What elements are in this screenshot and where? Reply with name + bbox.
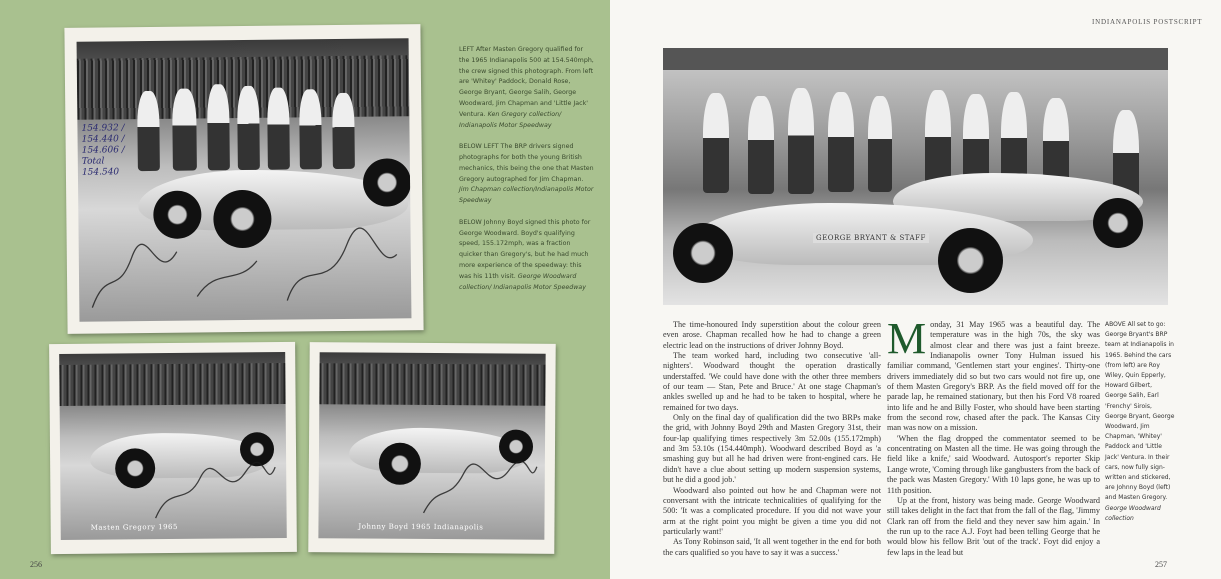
photo-signed-crew xyxy=(64,24,423,334)
signature-scrawl xyxy=(150,462,281,523)
photo-masten-gregory xyxy=(49,342,297,554)
paragraph: The time-honoured Indy superstition about the colour green even arose. Chapman recalled how he had to change a green electric lead on the instructions of driver Johnny Boyd. xyxy=(663,320,881,350)
drop-cap: M xyxy=(887,314,927,363)
signature-scrawl xyxy=(419,458,539,519)
paragraph: Only on the final day of qualification did the two BRPs make the grid, with Johnny Boyd 29th and Masten Gregory 31st, their four-lap qualifying times respectively 3m 52.00s (155.172mph) and 3m 53.10s (154.440mph). Woodward described Boyd as 'a smashing guy but all he had driven were front-engined cars. He didn't have a clue about setting up modern suspension systems, but he did a good job.' xyxy=(663,413,881,485)
caption-below-left: BELOW LEFT The BRP drivers signed photographs for both the young British mechanics, this being the one that Masten Gregory autographed for Jim Chapman. Jim Chapman collection/Indianapolis Motor Speedway xyxy=(459,143,594,205)
inscription-boyd: Johnny Boyd 1965 Indianapolis xyxy=(358,522,484,532)
photo-johnny-boyd xyxy=(308,342,555,554)
page-number-right: 257 xyxy=(1155,560,1167,569)
page-number-left: 256 xyxy=(30,560,42,569)
body-column-1 xyxy=(663,320,881,558)
caption-below: BELOW Johnny Boyd signed this photo for George Woodward. Boyd's qualifying speed, 155.172mph, was a fraction quicker than Gregory's, but he had much more experience of the speedway: this was his 11th visit. George Woodward collection/ Indianapolis Motor Speedway xyxy=(459,218,591,291)
inscription-times: 154.932 / 154.440 / 154.606 / Total 154.540 xyxy=(81,123,125,178)
left-page xyxy=(0,0,610,579)
left-captions xyxy=(459,45,595,304)
paragraph: Up at the front, history was being made. George Woodward still takes delight in the fact that from the fall of the flag, 'Jimmy Clark ran off from the field and they never saw him again.' In the run up to the race A.J. Foyt had been telling George that he would blow his fellow Brit 'out of the track'. Foyt did enjoy a few laps in the lead but xyxy=(887,495,1100,557)
paragraph: As Tony Robinson said, 'It all went together in the end for both the cars qualified so you have to say it was a success.' xyxy=(663,537,881,557)
paragraph: onday, 31 May 1965 was a beautiful day. The temperature was in the high 70s, the sky was almost clear and there was just a faint breeze. Indianapolis owner Tony Hulman issued his familiar command, 'Gentlemen start your engines'. Thirty-one drivers immediately did so but two cars would not fire up, one of them Masten Gregory's BRP. As the field moved off for the parade lap, he remained stationary, but then his Ford V8 roared into life and he and Billy Foster, who should have been starting from the second row, chased after the pack. The Kansas City man was now on a mission. xyxy=(887,320,1100,433)
paragraph: 'When the flag dropped the commentator seemed to be concentrating on Masten all the time. He was going through the field like a knife,' said Woodward. Autosport's reporter Skip Lange wrote, 'Coming through like gangbusters from the back of the pack was Masten Gregory.' With 10 laps gone, he was up to 11th position. xyxy=(887,433,1100,495)
running-head: INDIANAPOLIS POSTSCRIPT xyxy=(1092,18,1203,26)
signature-scrawl xyxy=(87,224,408,317)
body-column-2 xyxy=(887,314,1100,558)
photo-car-sign: GEORGE BRYANT & STAFF xyxy=(813,233,929,243)
photo-team-garage xyxy=(663,48,1168,305)
caption-left: LEFT After Masten Gregory qualified for the 1965 Indianapolis 500 at 154.540mph, the crew signed this photograph. From left are 'Whitey' Paddock, Donald Rose, George Bryant, George Salih, George Woodward, Jim Chapman and 'Little Jack' Ventura. Ken Gregory collection/ Indianapolis Motor Speedway xyxy=(459,46,594,129)
paragraph: Woodward also pointed out how he and Chapman were not conversant with the intricate technicalities of qualifying for the 500: 'It was a complicated procedure. If you did not wave your arm at the right point you might be given a time you did not particularly want!' xyxy=(663,485,881,536)
inscription-masten: Masten Gregory 1965 xyxy=(90,522,178,532)
paragraph: The team worked hard, including two consecutive 'all-nighters'. Woodward thought the operation drastically understaffed. 'We could have done with the other three members of our team — Stan, Pete and Bruce.' At one stage Chapman's ankles swelled up and he had to be taken to hospital, where he remained for two days. xyxy=(663,351,881,412)
caption-above: ABOVE All set to go: George Bryant's BRP team at Indianapolis in 1965. Behind the cars (from left) are Roy Wiley, Quin Epperly, Howard Gilbert, George Salih, Earl 'Frenchy' Sirois, George Bryant, George Woodward, Jim Chapman, 'Whitey' Paddock and 'Little Jack' Ventura. In their cars, now fully sign-written and stickered, are Johnny Boyd (left) and Masten Gregory. George Woodward collection xyxy=(1105,321,1175,522)
